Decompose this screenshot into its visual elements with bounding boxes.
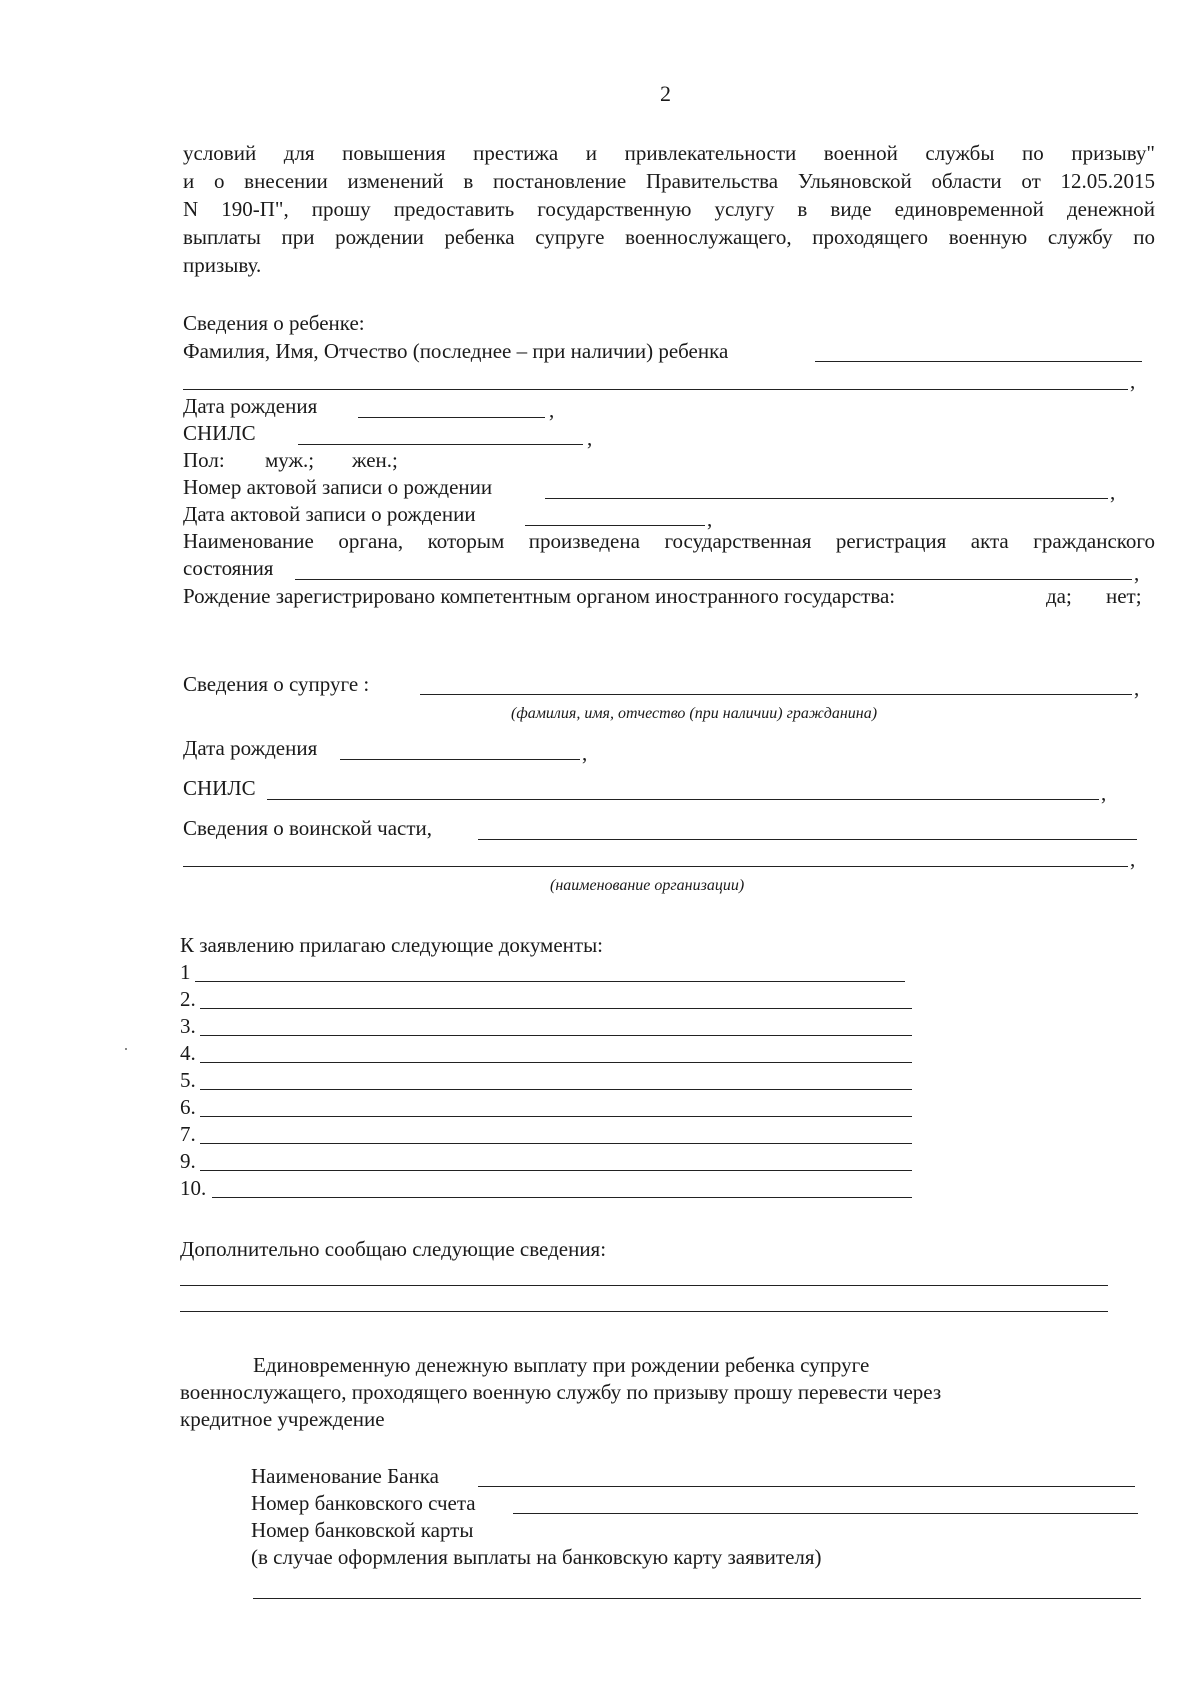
comma: , xyxy=(1110,480,1116,504)
scan-speck xyxy=(125,1048,127,1050)
payment-line-3: кредитное учреждение xyxy=(180,1407,385,1431)
card-note: (в случае оформления выплаты на банковскую карту заявителя) xyxy=(251,1545,822,1569)
gender-male-option[interactable]: муж.; xyxy=(265,448,315,472)
additional-field-2[interactable] xyxy=(180,1311,1108,1312)
account-number-field[interactable] xyxy=(513,1513,1138,1514)
attachment-field-10[interactable] xyxy=(212,1197,912,1198)
intro-line-5: призыву. xyxy=(183,253,262,277)
child-fio-field-continued[interactable] xyxy=(183,389,1128,390)
child-snils-field[interactable] xyxy=(298,444,583,445)
attachment-number-6: 6. xyxy=(180,1095,196,1119)
comma: , xyxy=(1134,676,1140,700)
child-organ-label-line-2: состояния xyxy=(183,556,274,580)
additional-field-1[interactable] xyxy=(180,1285,1108,1286)
comma: , xyxy=(582,741,588,765)
account-number-label: Номер банковского счета xyxy=(251,1491,476,1515)
child-birth-date-field[interactable] xyxy=(358,417,545,418)
gender-female-option[interactable]: жен.; xyxy=(352,448,398,472)
attachment-field-7[interactable] xyxy=(200,1143,912,1144)
foreign-no-option[interactable]: нет; xyxy=(1106,584,1142,608)
attachment-field-6[interactable] xyxy=(200,1116,912,1117)
comma: , xyxy=(587,426,593,450)
attachment-number-3: 3. xyxy=(180,1014,196,1038)
intro-line-1: условий для повышения престижа и привлекательности военной службы по призыву" xyxy=(183,141,1155,165)
attachment-field-3[interactable] xyxy=(200,1035,912,1036)
intro-line-4: выплаты при рождении ребенка супруге военнослужащего, проходящего военную службу по xyxy=(183,225,1155,249)
attachment-number-1: 1 xyxy=(180,960,191,984)
child-record-date-field[interactable] xyxy=(525,525,705,526)
attachment-number-10: 10. xyxy=(180,1176,207,1200)
child-organ-field[interactable] xyxy=(295,579,1132,580)
attachment-number-2: 2. xyxy=(180,987,196,1011)
card-number-field[interactable] xyxy=(253,1598,1141,1599)
payment-line-2: военнослужащего, проходящего военную службу по призыву прошу перевести через xyxy=(180,1380,942,1404)
child-record-date-label: Дата актовой записи о рождении xyxy=(183,502,476,526)
spouse-label: Сведения о супруге : xyxy=(183,672,370,696)
attachment-number-4: 4. xyxy=(180,1041,196,1065)
bank-name-label: Наименование Банка xyxy=(251,1464,439,1488)
child-birth-date-label: Дата рождения xyxy=(183,394,318,418)
comma: , xyxy=(1101,781,1107,805)
comma: , xyxy=(1134,561,1140,585)
child-organ-label-line-1: Наименование органа, которым произведена государственная регистрация акта гражданского xyxy=(183,529,1155,553)
child-fio-field[interactable] xyxy=(815,361,1142,362)
child-snils-label: СНИЛС xyxy=(183,421,256,445)
comma: , xyxy=(1130,369,1136,393)
bank-name-field[interactable] xyxy=(478,1486,1135,1487)
child-record-number-label: Номер актовой записи о рождении xyxy=(183,475,493,499)
foreign-yes-option[interactable]: да; xyxy=(1046,584,1072,608)
child-foreign-label: Рождение зарегистрировано компетентным органом иностранного государства: xyxy=(183,584,896,608)
spouse-birth-date-label: Дата рождения xyxy=(183,736,318,760)
additional-heading: Дополнительно сообщаю следующие сведения: xyxy=(180,1237,607,1261)
payment-line-1: Единовременную денежную выплату при рождении ребенка супруге xyxy=(253,1353,870,1377)
spouse-snils-label: СНИЛС xyxy=(183,776,256,800)
spouse-unit-field[interactable] xyxy=(478,839,1137,840)
spouse-fio-field[interactable] xyxy=(420,694,1132,695)
child-gender-label: Пол: xyxy=(183,448,225,472)
attachment-number-7: 7. xyxy=(180,1122,196,1146)
attachment-field-4[interactable] xyxy=(200,1062,912,1063)
card-number-label: Номер банковской карты xyxy=(251,1518,474,1542)
comma: , xyxy=(707,507,713,531)
intro-line-3: N 190-П", прошу предоставить государственную услугу в виде единовременной денежной xyxy=(183,197,1155,221)
child-fio-label: Фамилия, Имя, Отчество (последнее – при наличии) ребенка xyxy=(183,339,729,363)
attachment-number-5: 5. xyxy=(180,1068,196,1092)
spouse-unit-label: Сведения о воинской части, xyxy=(183,816,433,840)
spouse-unit-caption: (наименование организации) xyxy=(550,877,745,894)
spouse-fio-caption: (фамилия, имя, отчество (при наличии) гражданина) xyxy=(511,705,878,722)
spouse-unit-field-continued[interactable] xyxy=(183,866,1128,867)
comma: , xyxy=(1130,847,1136,871)
attachment-field-1[interactable] xyxy=(195,981,905,982)
attachment-field-2[interactable] xyxy=(200,1008,912,1009)
child-heading: Сведения о ребенке: xyxy=(183,311,365,335)
attachment-field-9[interactable] xyxy=(200,1170,912,1171)
child-record-number-field[interactable] xyxy=(545,498,1108,499)
attachment-field-5[interactable] xyxy=(200,1089,912,1090)
spouse-snils-field[interactable] xyxy=(267,799,1099,800)
attachments-heading: К заявлению прилагаю следующие документы: xyxy=(180,933,604,957)
spouse-birth-date-field[interactable] xyxy=(340,759,580,760)
intro-line-2: и о внесении изменений в постановление Правительства Ульяновской области от 12.05.2015 xyxy=(183,169,1155,193)
page-number: 2 xyxy=(660,81,671,106)
comma: , xyxy=(549,398,555,422)
attachment-number-9: 9. xyxy=(180,1149,196,1173)
